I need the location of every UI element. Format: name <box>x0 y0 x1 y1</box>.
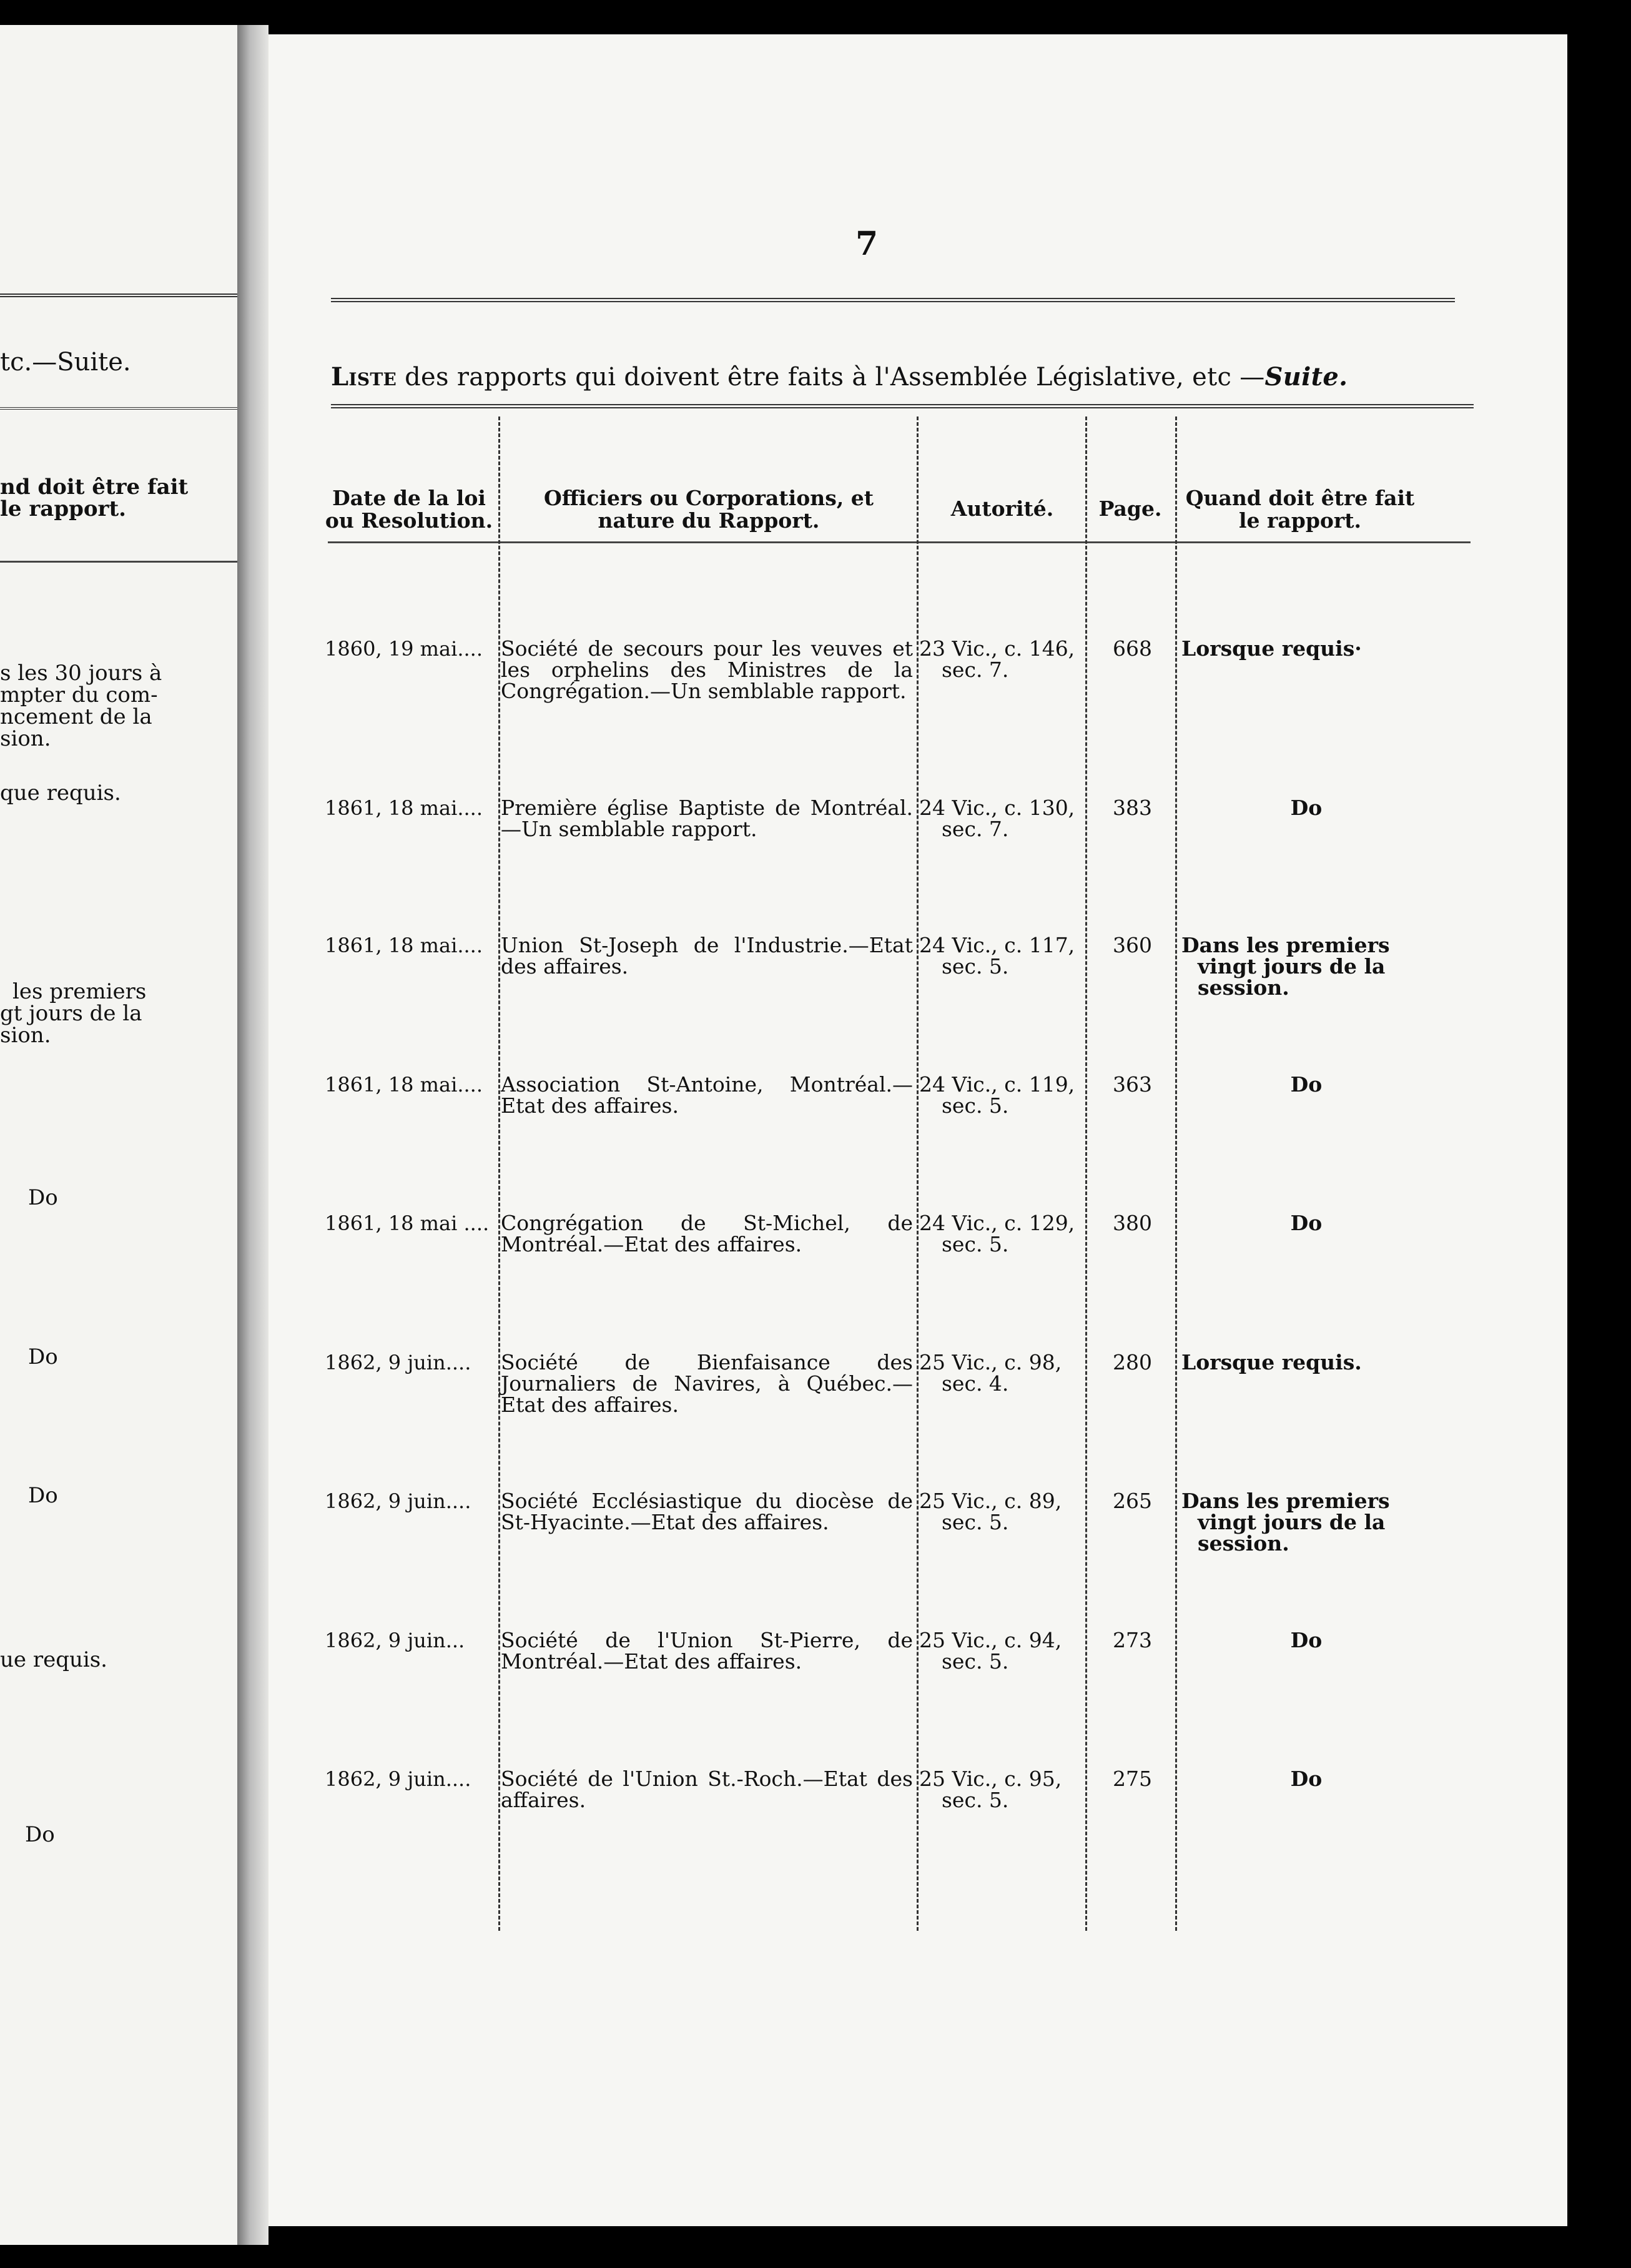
row-authority <box>919 1630 1075 1672</box>
left-header-rule <box>0 407 237 410</box>
row-when-line: session. <box>1198 975 1289 1000</box>
top-double-rule <box>331 298 1455 302</box>
row-when <box>1181 638 1431 659</box>
row-page: 668 <box>1113 636 1152 661</box>
row-officers: Société de secours pour les veuves et les orphelins des Ministres de la Congrégation.—Un semblable rapport. <box>501 636 913 703</box>
col-header-date <box>318 487 500 532</box>
row-authority-section: sec. 5. <box>942 954 1009 979</box>
left-col-header-2: le rapport. <box>0 496 127 521</box>
row-date: 1861, 18 mai .... <box>325 1211 490 1235</box>
row-when-line: Do <box>1290 1767 1323 1791</box>
row-authority-act: 24 Vic., c. 130, <box>919 796 1075 820</box>
table-row <box>269 935 1567 1053</box>
left-entry: les premiers <box>12 979 147 1004</box>
col-header-officers-line1: Officiers ou Corporations, et <box>543 486 874 510</box>
table-row <box>269 1074 1567 1193</box>
row-authority-act: 25 Vic., c. 94, <box>919 1628 1062 1652</box>
row-when-line: Lorsque requis· <box>1181 636 1362 661</box>
row-authority <box>919 1491 1075 1533</box>
row-page: 280 <box>1113 1350 1152 1374</box>
row-officers: Première église Baptiste de Montréal.—Un semblable rapport. <box>501 796 913 841</box>
table-row <box>269 638 1567 757</box>
row-when <box>1181 1491 1431 1554</box>
left-entry: Do <box>28 1483 58 1508</box>
col-header-authority-line1: Autorité. <box>950 496 1054 521</box>
row-when-line: session. <box>1198 1531 1289 1556</box>
row-page: 383 <box>1113 796 1152 820</box>
left-col-rule <box>0 561 237 563</box>
row-authority-act: 25 Vic., c. 95, <box>919 1767 1062 1791</box>
row-authority-act: 23 Vic., c. 146, <box>919 636 1075 661</box>
row-when-line: Do <box>1290 1211 1323 1235</box>
row-when <box>1181 1352 1431 1373</box>
left-top-rule <box>0 293 237 297</box>
row-officers: Société de Bienfaisance des Journaliers de Navires, à Québec.—Etat des affaires. <box>501 1350 913 1417</box>
row-date: 1862, 9 juin.... <box>325 1767 471 1791</box>
book-gutter <box>237 25 269 2245</box>
row-when <box>1181 797 1431 819</box>
row-authority <box>919 797 1075 840</box>
main-page <box>269 34 1567 2226</box>
row-when-line: Do <box>1290 1072 1323 1097</box>
row-authority <box>919 1213 1075 1255</box>
table-row <box>269 1630 1567 1748</box>
row-date: 1861, 18 mai.... <box>325 934 483 957</box>
page-number: 7 <box>855 225 879 263</box>
row-authority <box>919 1352 1075 1394</box>
row-date: 1861, 18 mai.... <box>325 796 483 820</box>
left-entry: sion. <box>0 1023 51 1048</box>
col-header-date-line1: Date de la loi <box>332 486 486 510</box>
row-when-line: Do <box>1290 1628 1323 1652</box>
row-officers: Congrégation de St-Michel, de Montréal.—Etat des affaires. <box>501 1211 913 1256</box>
page-title <box>331 362 1555 392</box>
row-page: 275 <box>1113 1767 1152 1791</box>
row-when-line: vingt jours de la <box>1198 1510 1386 1534</box>
row-authority <box>919 935 1075 977</box>
row-authority-act: 24 Vic., c. 119, <box>919 1072 1075 1097</box>
row-when <box>1181 935 1431 998</box>
left-entry: s les 30 jours à <box>0 661 162 686</box>
left-entry: mpter du com- <box>0 683 158 708</box>
col-header-page <box>1087 498 1174 520</box>
title-lead: Liste <box>331 362 397 392</box>
row-page: 360 <box>1113 933 1152 957</box>
row-officers: Société Ecclésiastique du diocèse de St-Hyacinte.—Etat des affaires. <box>501 1489 913 1534</box>
table-row <box>269 1213 1567 1331</box>
row-authority-section: sec. 5. <box>942 1093 1009 1118</box>
col-header-when-line1: Quand doit être fait <box>1185 486 1415 510</box>
row-date: 1861, 18 mai.... <box>325 1073 483 1097</box>
row-officers: Union St-Joseph de l'Industrie.—Etat des affaires. <box>501 933 913 979</box>
row-when-line: Dans les premiers <box>1181 933 1390 957</box>
left-col-header-1: nd doit être fait <box>0 475 189 500</box>
row-page: 363 <box>1113 1072 1152 1097</box>
col-header-officers <box>500 487 918 532</box>
row-authority <box>919 1074 1075 1117</box>
table-row <box>269 1491 1567 1609</box>
left-entry: Do <box>28 1344 58 1369</box>
col-header-date-line2: ou Resolution. <box>325 508 493 533</box>
row-page: 380 <box>1113 1211 1152 1235</box>
row-authority-section: sec. 5. <box>942 1649 1009 1674</box>
title-suite: Suite. <box>1264 362 1348 392</box>
col-header-when-line2: le rapport. <box>1238 508 1362 533</box>
left-entry: que requis. <box>0 781 121 806</box>
row-page: 273 <box>1113 1628 1152 1652</box>
row-authority <box>919 638 1075 681</box>
row-date: 1862, 9 juin.... <box>325 1351 471 1374</box>
row-authority <box>919 1768 1075 1811</box>
left-entry: Do <box>28 1185 58 1210</box>
row-date: 1862, 9 juin... <box>325 1629 465 1652</box>
col-header-authority <box>918 498 1087 520</box>
table-row <box>269 1768 1567 1887</box>
left-page-header: tc.—Suite. <box>0 348 131 377</box>
row-when-line: Dans les premiers <box>1181 1489 1390 1513</box>
row-authority-act: 25 Vic., c. 89, <box>919 1489 1062 1513</box>
col-header-page-line1: Page. <box>1098 496 1162 521</box>
left-entry: ue requis. <box>0 1647 107 1672</box>
row-when-line: Lorsque requis. <box>1181 1350 1362 1374</box>
title-main: des rapports qui doivent être faits à l'Assemblée Législative, etc — <box>405 363 1265 392</box>
row-authority-section: sec. 5. <box>942 1788 1009 1812</box>
row-when <box>1181 1768 1431 1790</box>
row-authority-section: sec. 4. <box>942 1371 1009 1396</box>
title-underline-rule <box>331 404 1474 408</box>
left-entry: sion. <box>0 726 51 751</box>
row-when <box>1181 1074 1431 1095</box>
row-authority-section: sec. 7. <box>942 817 1009 841</box>
row-date: 1862, 9 juin.... <box>325 1489 471 1513</box>
col-header-officers-line2: nature du Rapport. <box>598 508 820 533</box>
row-authority-act: 25 Vic., c. 98, <box>919 1350 1062 1374</box>
row-page: 265 <box>1113 1489 1152 1513</box>
row-date: 1860, 19 mai.... <box>325 637 483 661</box>
row-when-line: vingt jours de la <box>1198 954 1386 979</box>
row-authority-act: 24 Vic., c. 129, <box>919 1211 1075 1235</box>
row-when-line: Do <box>1290 796 1323 820</box>
row-authority-section: sec. 5. <box>942 1232 1009 1256</box>
row-when <box>1181 1213 1431 1234</box>
row-authority-act: 24 Vic., c. 117, <box>919 933 1075 957</box>
left-page-fragment <box>0 25 237 2245</box>
row-authority-section: sec. 5. <box>942 1510 1009 1534</box>
table-row <box>269 797 1567 916</box>
left-entry: Do <box>25 1822 55 1847</box>
row-officers: Société de l'Union St-Pierre, de Montréal.—Etat des affaires. <box>501 1628 913 1674</box>
row-authority-section: sec. 7. <box>942 658 1009 682</box>
row-officers: Société de l'Union St.-Roch.—Etat des affaires. <box>501 1767 913 1812</box>
table-row <box>269 1352 1567 1471</box>
row-officers: Association St-Antoine, Montréal.—Etat des affaires. <box>501 1072 913 1118</box>
row-when <box>1181 1630 1431 1651</box>
col-header-when <box>1175 487 1425 532</box>
left-entry: gt jours de la <box>0 1001 142 1026</box>
left-entry: ncement de la <box>0 704 152 729</box>
